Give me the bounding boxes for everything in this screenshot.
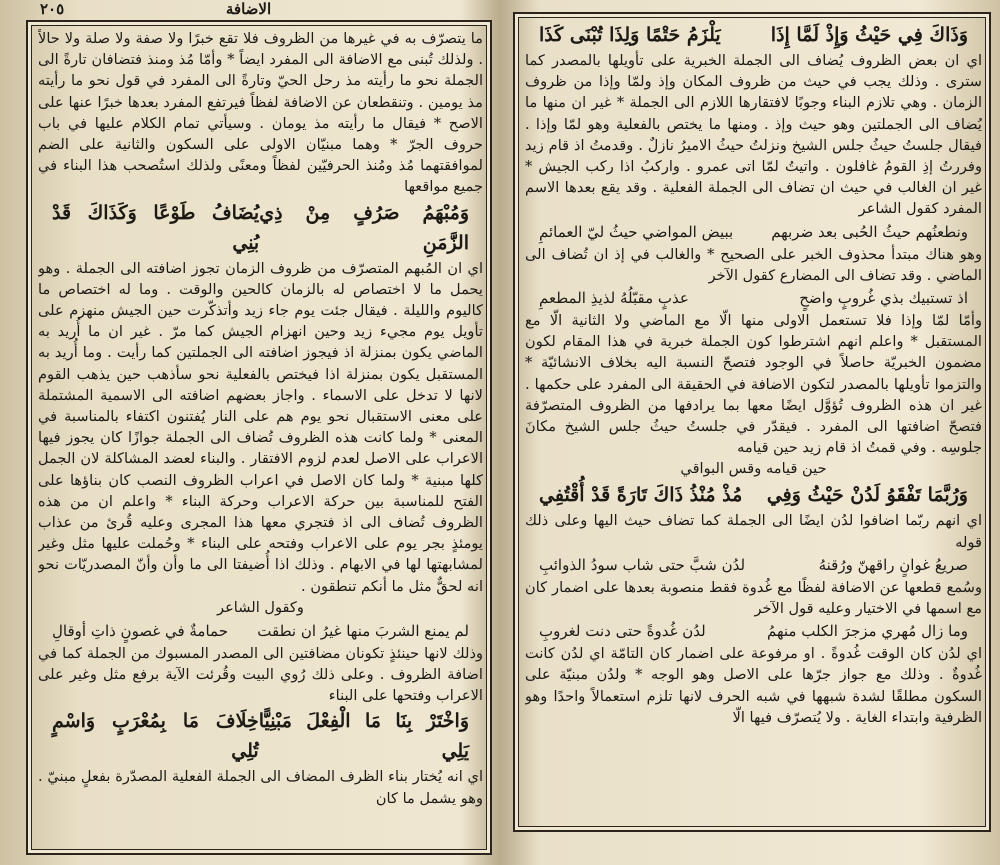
verse-hemistich-right: وَاخْتَرْ بِنَا مَا الْفِعْلَ مَبْنِيًّا يَلِي [258, 710, 469, 763]
verse-hemistich-right: اذ تستبيك بذي غُروبٍ واضحٍ [799, 289, 968, 308]
page-number: ٢٠٥ [40, 0, 65, 18]
left-paragraph-4: اي انه يُختار بناء الظرف المضاف الى الجملة الفعلية المصدّرة بفعلٍ مبنيّ . وهو يشمل ما كان [38, 768, 483, 807]
verse-hemistich-left: لدُن غُدوةً حتى دنت لغروبِ [539, 622, 706, 641]
verse-hemistich-left: حمامةٌ في غصونٍ ذاتِ أوقالِ [52, 621, 228, 640]
verse-hemistich-left: يَلْزَمُ حَتْمًا وَلِذَا تُبْنَى كَذَا [539, 24, 721, 46]
left-verse-1 [38, 198, 483, 258]
right-paragraph-4: اي انهم ربّما اضافوا لدُن ايضًا الى الجملة كما تضاف حيث اليها وعلى ذلك قوله [525, 512, 982, 551]
verse-hemistich-right: صريعُ غوانٍ راقهنّ ورُقنهُ [818, 555, 968, 574]
left-verse-2 [38, 619, 483, 643]
verse-hemistich-right: وَرُبَّمَا تَفْقَوُ لَدُنْ حَيْثُ وَفِي [766, 484, 968, 507]
left-paragraph-2: اي ان المُبهم المتصرّف من ظروف الزمان تجوز اضافته الى الجملة . وهو يحمل ما لا اختصاص له بالزمان كالحين والوقت . وما له اختصاص ما كاليوم والليلة . فيقال جئت يوم جاء زيد وأتذكّرت حين الجيش منهزم على تأويل يوم مجيء زيد وحين انهزام الجيش كما مرّ . غير ان ما أُريد به الماضي يكون بمنزلة اذ فيجوز اضافته الى الجملتين كما رأيت . وما أُريد به المستقبل يكون بمنزلة اذا فيختص بالفعلية نحو سأذهب حين يذهب القوم لانها لا تدخل على الاسماء . واجاز بعضهم اضافته الى الاسمية المشتملة على معنى الاستقبال نحو يوم هم على النار يُفتنون اكتفاء بالمناسبة في المعنى * ولما كانت هذه الظروف تُضاف الى الجملة جوازًا كان يجوز فيها الاعراب على الاصل لعدم لزوم الافتقار . والبناء لعضد المشاكلة لان الجمل كلها مبنية * ولما كان الاصل في اعراب الظروف النصب كان بناؤها على الفتح للمناسبة بين حركة الاعراب وحركة البناء * واعلم ان من هذه الظروف تُضاف الى اذ فتجري معها هذا المجرى وعليه قُرئ من عذاب يومئذٍ بجر يوم على الاعراب وفتحه على البناء * وحُملت عليها مثل وغير لمشابهتها لها في الابهام . وذلك اذا أُضيفتا الى ما وأن وأنّ المصدريّات نحو انه لحقٌّ مثل ما أنكم تنطقون . [38, 259, 483, 595]
running-head-title: الاضافة [225, 0, 272, 18]
left-verse-3 [38, 706, 483, 766]
right-paragraph-5: وسُمع قطعها عن الاضافة لفظًا مع غُدوة فقط منصوبة بعدها على اضمار كان مع اسمها في الاختيار وعليه قول الآخر [525, 578, 982, 618]
left-page-text [38, 28, 483, 848]
right-paragraph-1: اي ان بعض الظروف يُضاف الى الجملة الخبرية على تأويلها بالمصدر كما سترى . وذلك يجب في حيث من ظروف المكان وإذ ولمّا وإذا من ظروف الزمان . وهي تلازم البناء وجوبًا لافتقارها اللازم الى الجملة * غير ان منها ما يُضاف الى الجملتين وهو حيث وإذ . ومنها ما يختص بالفعلية وهو لمّا وإذا . فيقال جلستُ حيثُ جلس الشيخ ونزلتُ حيثُ الاميرُ نازلٌ . وقدمتُ اذ قام زيد وفررتُ إذِ القومُ غافلون . واتيتُ لمّا اتى عمرو . واركبُ اذا ركب الجيش * غير ان الغالب في حيث ان تضاف الى الجملة الفعلية . وقد يقع بعدها الاسم المفرد كقول الشاعر [525, 52, 982, 218]
right-page-text [525, 20, 982, 825]
right-verse-2 [525, 220, 982, 244]
right-verse-3 [525, 286, 982, 310]
left-paragraph-1: ما يتصرّف به في غيرها من الظروف فلا تقع خبرًا ولا صفة ولا صلة ولا حالاً . ولذلك تُبنى مع الاضافة الى المفرد ايضاً * وأمّا مُذ ومنذ فتضافان تارةً الى الجملة نحو ما رأيته مذ رحل الحيّ وتارةً الى المفرد في قول نحو ما رأيته مذ يومين . وتنقطعان عن الاضافة لفظاً فيرتفع المفرد بعدها خبرًا عنها على الاصح * فيقال ما رأيته مذ يومان . وسيأتي تمام الكلام عليها في باب حروف الجرّ * وهما مبنيّان الاولى على السكون والثانية على الضم لموافقتهما مُذ ومُنذ الحرفيّين لفظاً ومعنًى ولذلك استُصحب هذا البناء في جميع مواقعها [38, 30, 483, 196]
right-verse-4 [525, 480, 982, 510]
right-citation-1: حين قيامه وقس البواقي [680, 460, 827, 478]
left-citation-1: وكقول الشاعر [217, 598, 304, 616]
verse-hemistich-right: وَمُبْهَمُ صَرُفٍ مِنْ ذِي الزَّمَنِ [259, 201, 469, 254]
verse-hemistich-left: لدُن شبَّ حتى شاب سودُ الذوائبِ [539, 555, 746, 574]
verse-hemistich-left: ببيض المواضي حيثُ ليّ العمائمِ [539, 222, 734, 241]
right-paragraph-6: اي لدُن كان الوقت غُدوةً . او مرفوعة على اضمار كان التامّة اي لدُن كانت غُدوةٌ . وذلك مع جواز جرّها على الاصل وهو الوجه * ولدُن مبنيّة على السكون مطلقًا لشدة شبهها في شبه الحرف لانها تلزم استعمالاً واحدًا وهو الظرفية وابتداء الغاية . ولا يُتصرّف فيها الّا [525, 645, 982, 726]
right-page [503, 0, 1000, 865]
verse-hemistich-left: مُذْ مُنْذُ ذَاكَ تَارَةً قَدْ أُقْتُفِي [539, 484, 743, 507]
left-paragraph-3: وذلك لانها حينئذٍ تكونان مضافتين الى المصدر المسبوك من الجملة كما في اضافة الظروف . وعلى ذلك رُوي البيت وقُرئت الآية برفع مثل وغير على الاعراب وفتحها على البناء [38, 644, 483, 705]
verse-hemistich-right: ونطعنُهم حيثُ الحُبى بعد ضربهم [771, 222, 968, 241]
right-paragraph-2: وهو هناك مبتدأ محذوف الخبر على الصحيح * والغالب في إذ ان تُضاف الى الماضي . وقد تضاف الى المضارع كقول الآخر [525, 245, 982, 284]
verse-hemistich-left: يُضَافُ طَوْعًا وَكَذَاكَ قَدْ بُنِي [52, 201, 260, 254]
left-running-head [40, 0, 457, 18]
verse-hemistich-left: عذبٍ مقبّلُهُ لذيذِ المطعمِ [539, 289, 689, 308]
right-verse-6 [525, 619, 982, 643]
right-paragraph-3: وأمّا لمّا وإذا فلا تستعمل الاولى منها الّا مع الماضي ولا الثانية الّا مع المستقبل * واعلم انهم اشترطوا كون الجملة خبرية في هذا المقام لكون مضمون الخبريّة حاصلاً في الوجود فتصحّ النسبة اليه بخلاف الانشائيّة * والتزموا تأويلها بالمصدر لتكون الاضافة في الحقيقة الى المفرد على حكمها . غير ان هذه الظروف تُؤوَّل ايضًا معها بما يرادفها من الظروف المتصرّفة فتصحّ اضافتها الى المفرد . فيقدّر في جلستُ حيثُ جلس الشيخ مكانَ جلوسِه . وفي قمتُ اذ قام زيد حين قيامه [525, 312, 982, 457]
verse-hemistich-right: وَذَاكَ فِي حَيْثُ وَإِذْ لَمَّا إِذَا [770, 24, 968, 46]
right-verse-5 [525, 553, 982, 577]
left-page [0, 0, 497, 865]
right-verse-1 [525, 20, 982, 50]
verse-hemistich-left: خِلَافَ مَا بِمُعْرَبٍ وَاسْمٍ تُلِي [52, 710, 259, 763]
verse-hemistich-right: وما زال مُهري مزجرَ الكلب منهمُ [767, 622, 968, 641]
verse-hemistich-right: لم يمنع الشربَ منها غيرُ ان نطقت [257, 621, 469, 640]
